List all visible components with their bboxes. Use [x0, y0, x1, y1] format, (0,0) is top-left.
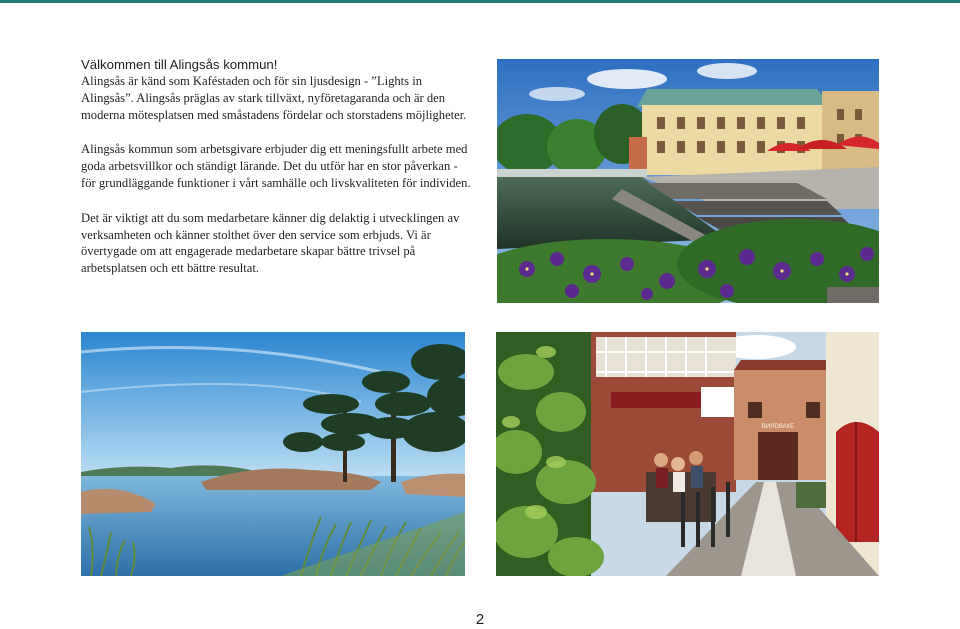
photo-lake-landscape: [81, 332, 465, 576]
intro-paragraph: [81, 56, 473, 123]
intro-paragraph-text: Alingsås är känd som Kaféstaden och för sin ljusdesign - ”Lights in Alingsås”. Alingsås präglas av stark tillväxt, nyföretagaranda och är den moderna mötesplatsen med småstadens fördelar och storstadens möjligheter.: [81, 74, 467, 122]
lake-illustration: [81, 332, 465, 576]
cafe-sign-text: ВИЯDВАКЕ: [761, 424, 795, 430]
employer-paragraph: Alingsås kommun som arbetsgivare erbjuder dig ett meningsfullt arbete med goda arbetsvillkor och ständigt lärande. Det du utför har en stor påverkan - för grundläggande funktioner i vårt samhälle och livskvaliteten för individen.: [81, 142, 471, 190]
top-accent-rule: [0, 0, 960, 3]
cafe-street-illustration: [496, 332, 879, 576]
photo-cafe-street: [496, 332, 879, 576]
town-square-illustration: [497, 59, 879, 303]
employee-paragraph: Det är viktigt att du som medarbetare känner dig delaktig i utvecklingen av verksamheten och känner stolthet över den service som erbjuds. Vi är övertygade om att engagerade medarbetare skapar bättre trivsel på arbetsplatsen och ett bättre resultat.: [81, 210, 460, 276]
photo-town-square: [497, 59, 879, 303]
intro-text-block: [81, 56, 473, 295]
page-heading: Välkommen till Alingsås kommun!: [81, 57, 278, 72]
page-number: 2: [475, 611, 485, 628]
